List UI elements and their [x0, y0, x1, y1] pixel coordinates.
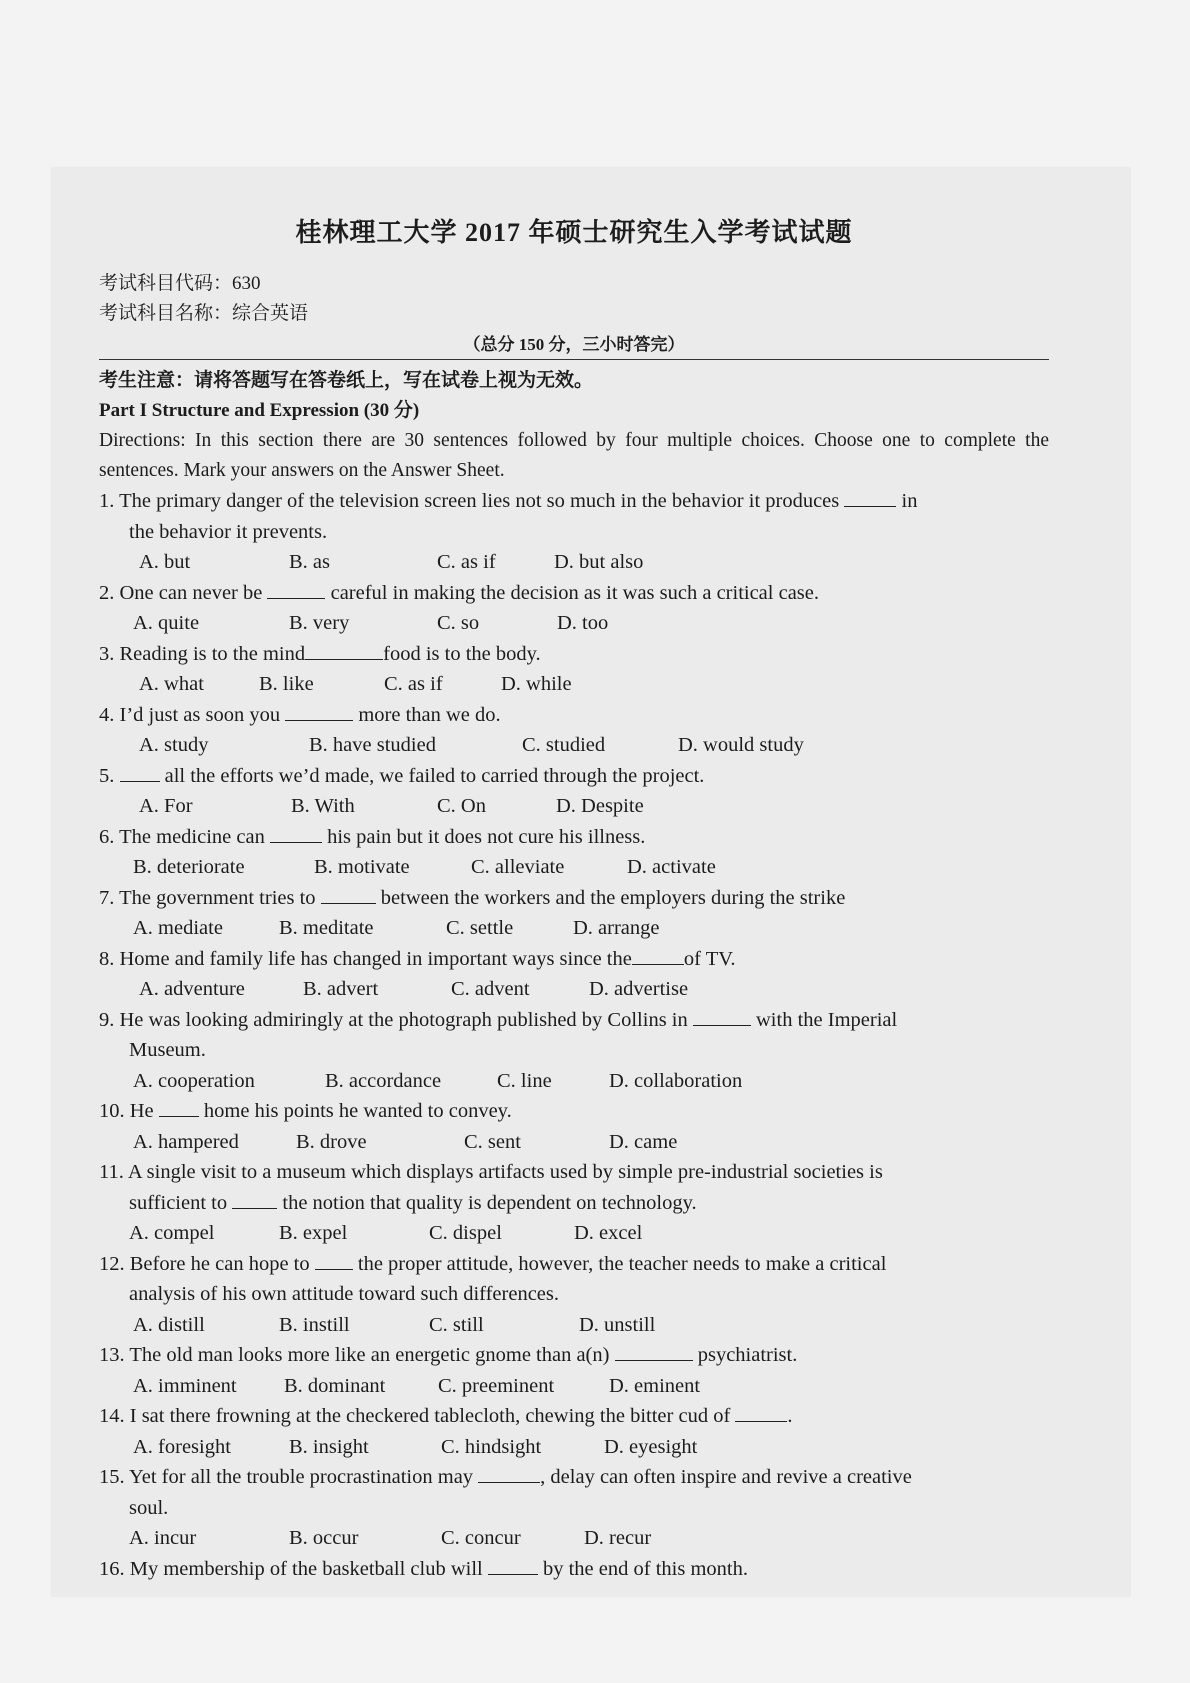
question-line: [99, 1401, 1049, 1432]
option-d: D. advertise: [589, 978, 689, 1000]
option-a: A. foresight: [133, 1435, 231, 1458]
option-a: B. deteriorate: [133, 856, 245, 878]
option-c: C. settle: [446, 917, 514, 939]
question-text: 11. A single visit to a museum which displays artifacts used by simple pre-industrial societies is: [99, 1161, 883, 1183]
options-row: [99, 1310, 1049, 1341]
option-a: A. incur: [129, 1527, 197, 1549]
option-c: C. dispel: [429, 1222, 502, 1244]
question-text: 5.: [99, 764, 120, 787]
option-a: A. distill: [133, 1313, 205, 1336]
answer-blank: [270, 822, 322, 843]
answer-blank: [321, 883, 376, 904]
subject-code: 考试科目代码：630: [99, 273, 261, 294]
option-c: C. On: [437, 795, 486, 817]
question-item: [99, 1401, 1049, 1462]
question-text: 6. The medicine can: [99, 825, 270, 848]
question-line: [99, 944, 1049, 975]
options-row: [99, 791, 1049, 822]
options-row: [99, 1218, 1049, 1249]
options-row: [99, 852, 1049, 883]
question-item: [99, 1157, 1049, 1249]
option-a: A. what: [139, 673, 204, 695]
answer-blank: [267, 578, 325, 599]
options-row: [99, 1371, 1049, 1402]
question-text: .: [787, 1405, 793, 1427]
part-heading: Part I Structure and Expression (30 分): [99, 400, 420, 421]
option-b: B. meditate: [279, 917, 374, 939]
question-line: [99, 639, 1049, 670]
option-d: D. while: [501, 673, 572, 695]
question-text: by the end of this month.: [537, 1557, 748, 1580]
option-b: B. accordance: [325, 1069, 442, 1092]
question-line: [99, 761, 1049, 792]
question-line: [99, 1157, 1049, 1188]
question-line: [99, 1249, 1049, 1280]
option-b: B. With: [291, 795, 355, 817]
option-b: B. motivate: [314, 856, 410, 878]
option-b: B. occur: [289, 1527, 359, 1549]
question-line: [99, 1554, 1049, 1585]
question-text: food is to the body.: [383, 642, 541, 665]
options-row: [99, 913, 1049, 944]
option-c: C. preeminent: [438, 1374, 555, 1397]
option-c: C. line: [497, 1069, 552, 1092]
option-b: B. have studied: [309, 734, 436, 756]
question-text: 16. My membership of the basketball club will: [99, 1557, 488, 1580]
question-continuation: [99, 1188, 1049, 1219]
question-item: [99, 1249, 1049, 1341]
question-item: [99, 578, 1049, 639]
question-text-cont: sufficient to: [129, 1191, 233, 1214]
answer-blank: [735, 1401, 787, 1422]
option-d: D. would study: [678, 734, 804, 756]
question-item: [99, 700, 1049, 761]
question-text: 8. Home and family life has changed in important ways since the: [99, 947, 632, 970]
option-c: C. so: [437, 612, 480, 634]
question-text: in: [896, 490, 918, 512]
score-note: （总分 150 分，三小时答完）: [99, 329, 1049, 360]
option-b: B. insight: [289, 1435, 369, 1458]
question-text-cont: the notion that quality is dependent on technology.: [277, 1191, 697, 1214]
answer-blank: [232, 1188, 277, 1209]
option-b: B. expel: [279, 1222, 348, 1244]
option-b: B. drove: [296, 1130, 367, 1153]
question-line: [99, 883, 1049, 914]
answer-blank: [285, 700, 353, 721]
question-line: [99, 486, 1049, 517]
option-d: D. collaboration: [609, 1069, 743, 1092]
options-row: [99, 974, 1049, 1005]
option-b: B. like: [259, 673, 314, 695]
question-text: 2. One can never be: [99, 581, 268, 604]
option-d: D. arrange: [573, 917, 660, 939]
option-d: D. too: [557, 612, 609, 634]
option-c: C. studied: [522, 734, 606, 756]
option-a: A. but: [139, 551, 191, 573]
options-row: [99, 1523, 1049, 1554]
question-line: [99, 1462, 1049, 1493]
option-a: A. mediate: [133, 917, 223, 939]
answer-blank: [305, 639, 383, 660]
option-c: C. still: [429, 1313, 484, 1336]
question-item: [99, 822, 1049, 883]
option-d: D. recur: [584, 1527, 652, 1549]
option-b: B. dominant: [284, 1374, 386, 1397]
question-list: [99, 486, 1049, 1584]
options-row: [99, 1066, 1049, 1097]
question-text: 12. Before he can hope to: [99, 1252, 315, 1275]
question-item: [99, 944, 1049, 1005]
question-text: psychiatrist.: [692, 1344, 798, 1366]
question-text: 14. I sat there frowning at the checkered tablecloth, chewing the bitter cud of: [99, 1405, 736, 1427]
answer-blank: [693, 1005, 751, 1026]
answer-blank: [120, 761, 160, 782]
option-c: C. concur: [441, 1527, 521, 1549]
question-item: [99, 1340, 1049, 1401]
question-item: [99, 486, 1049, 578]
options-row: [99, 1432, 1049, 1463]
question-text: 10. He: [99, 1100, 159, 1122]
option-a: A. compel: [129, 1222, 215, 1244]
exam-title: 桂林理工大学 2017 年硕士研究生入学考试试题: [295, 218, 853, 247]
question-text: 9. He was looking admiringly at the photograph published by Collins in: [99, 1008, 693, 1031]
option-d: D. but also: [554, 551, 644, 573]
question-line: [99, 1096, 1049, 1127]
question-continuation: soul.: [129, 1496, 169, 1519]
option-c: C. sent: [464, 1130, 521, 1153]
question-text: of TV.: [683, 947, 736, 970]
option-d: D. excel: [574, 1222, 643, 1244]
question-text: 13. The old man looks more like an energetic gnome than a(n): [99, 1344, 615, 1366]
options-row: [99, 669, 1049, 700]
option-a: A. study: [139, 734, 209, 756]
answer-blank: [159, 1096, 199, 1117]
question-item: [99, 1554, 1049, 1585]
option-d: D. Despite: [556, 795, 644, 817]
option-d: D. came: [609, 1130, 678, 1153]
answer-blank: [844, 486, 896, 507]
question-text: 7. The government tries to: [99, 886, 321, 909]
answer-blank: [632, 944, 684, 965]
option-d: D. eyesight: [604, 1435, 698, 1458]
option-a: A. quite: [133, 612, 200, 634]
question-continuation: Museum.: [129, 1039, 206, 1061]
option-d: D. activate: [627, 856, 716, 878]
question-line: [99, 1340, 1049, 1371]
question-text: 15. Yet for all the trouble procrastination may: [99, 1466, 479, 1488]
notice: 考生注意：请将答题写在答卷纸上，写在试卷上视为无效。: [99, 370, 594, 391]
answer-blank: [488, 1554, 538, 1575]
option-c: C. advent: [451, 978, 530, 1000]
option-a: A. cooperation: [133, 1069, 255, 1092]
option-b: B. as: [289, 551, 330, 573]
question-line: [99, 578, 1049, 609]
question-line: [99, 822, 1049, 853]
option-a: A. imminent: [133, 1374, 237, 1397]
option-c: C. alleviate: [471, 856, 565, 878]
option-c: C. as if: [437, 551, 496, 573]
question-item: [99, 1096, 1049, 1157]
options-row: [99, 1127, 1049, 1158]
options-row: [99, 547, 1049, 578]
question-item: [99, 1462, 1049, 1554]
subject-name: 考试科目名称：综合英语: [99, 303, 309, 324]
question-continuation: analysis of his own attitude toward such differences.: [129, 1283, 560, 1305]
question-line: [99, 700, 1049, 731]
question-line: [99, 1005, 1049, 1036]
option-c: C. hindsight: [441, 1435, 542, 1458]
question-text: home his points he wanted to convey.: [198, 1100, 512, 1122]
question-item: [99, 639, 1049, 700]
question-text: the proper attitude, however, the teacher needs to make a critical: [352, 1252, 887, 1275]
answer-blank: [315, 1249, 353, 1270]
option-a: A. adventure: [139, 978, 245, 1000]
option-b: B. very: [289, 612, 350, 634]
question-text: more than we do.: [353, 703, 501, 726]
question-item: [99, 1005, 1049, 1097]
question-text: 3. Reading is to the mind: [99, 642, 306, 665]
option-a: A. hampered: [133, 1130, 239, 1153]
option-b: B. instill: [279, 1313, 350, 1336]
answer-blank: [478, 1462, 540, 1483]
option-c: C. as if: [384, 673, 443, 695]
option-b: B. advert: [303, 978, 379, 1000]
option-d: D. eminent: [609, 1374, 701, 1397]
question-text: his pain but it does not cure his illness.: [321, 825, 646, 848]
question-item: [99, 761, 1049, 822]
question-item: [99, 883, 1049, 944]
question-text: with the Imperial: [750, 1008, 898, 1031]
option-d: D. unstill: [579, 1313, 656, 1336]
question-continuation: the behavior it prevents.: [129, 520, 328, 543]
directions: Directions: In this section there are 30 sentences followed by four multiple choices. Choose one to complete the sentences. Mark your answers on the Answer Sheet.: [99, 430, 1049, 481]
option-a: A. For: [139, 795, 193, 817]
question-text: all the efforts we’d made, we failed to carried through the project.: [159, 764, 705, 787]
question-text: 4. I’d just as soon you: [99, 703, 286, 726]
options-row: [99, 730, 1049, 761]
options-row: [99, 608, 1049, 639]
question-text: 1. The primary danger of the television screen lies not so much in the behavior it produces: [99, 490, 845, 512]
answer-blank: [615, 1340, 693, 1361]
question-text: careful in making the decision as it was such a critical case.: [325, 581, 820, 604]
question-text: , delay can often inspire and revive a creative: [540, 1466, 912, 1488]
question-text: between the workers and the employers during the strike: [375, 886, 846, 909]
exam-page: [99, 212, 1049, 1584]
